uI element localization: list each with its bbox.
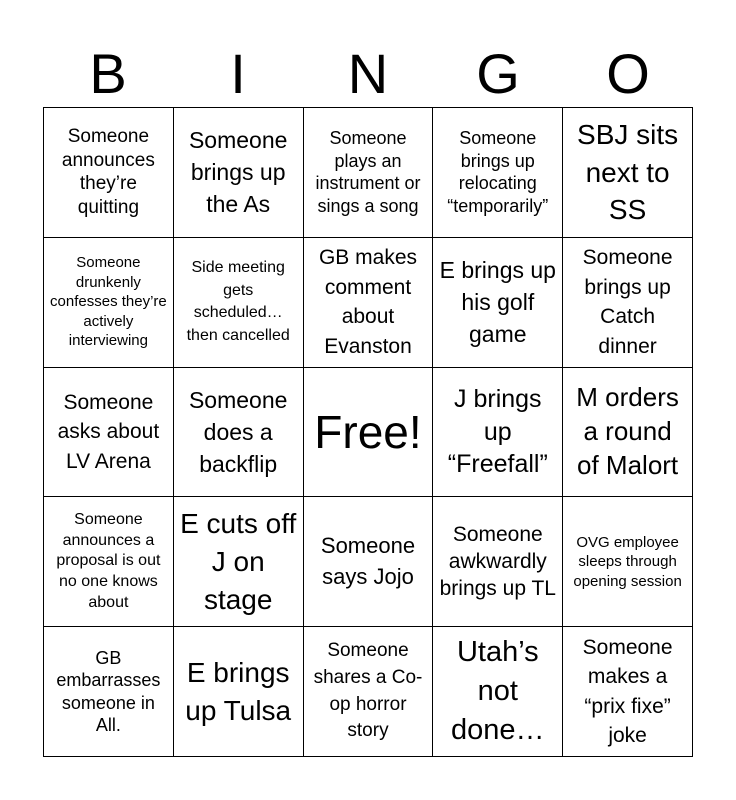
bingo-cell[interactable] [174,497,304,627]
cell-text: Side meeting gets scheduled… then cancelled [186,259,290,344]
bingo-cell[interactable] [433,368,563,498]
cell-text: E brings up his golf game [439,256,556,348]
cell-text: GB embarrasses someone in All. [56,647,161,736]
cell-text: Someone announces a proposal is out no one knows about [56,510,161,611]
cell-text: OVG employee sleeps through opening session [573,533,682,590]
header-letter-o: O [606,42,650,105]
cell-text: SBJ sits next to SS [577,118,679,226]
cell-text: Someone does a backflip [188,386,288,478]
cell-text: E cuts off J on stage [180,508,297,615]
bingo-cell[interactable] [174,108,304,238]
header-letter-n: N [347,42,389,105]
cell-text: Someone brings up Catch dinner [582,246,673,358]
bingo-cell[interactable] [174,238,304,368]
header-letter-g: G [476,42,520,105]
cell-text: Someone drunkenly confesses they’re actively interviewing [50,254,167,350]
cell-text: Someone makes a “prix fixe” joke [582,635,673,747]
bingo-cell[interactable] [44,238,174,368]
bingo-cell[interactable] [44,368,174,498]
free-space-label: Free! [314,405,422,458]
cell-text: M orders a round of Malort [576,382,679,480]
header-letter-b: B [89,42,127,105]
bingo-cell[interactable] [563,238,693,368]
bingo-cell[interactable] [433,627,563,757]
cell-text: Someone asks about LV Arena [57,390,160,473]
bingo-cell[interactable] [563,368,693,498]
bingo-header [43,40,693,108]
bingo-cell[interactable] [44,497,174,627]
bingo-cell[interactable] [304,497,434,627]
free-space-cell[interactable] [304,368,434,498]
bingo-cell[interactable] [44,108,174,238]
bingo-cell[interactable] [433,238,563,368]
cell-text: Someone announces they’re quitting [61,125,155,219]
cell-text: J brings up “Freefall” [447,385,548,479]
header-letter-i: I [230,42,246,105]
bingo-cell[interactable] [304,108,434,238]
bingo-cell[interactable] [304,627,434,757]
cell-text: Someone plays an instrument or sings a song [315,128,421,216]
bingo-cell[interactable] [304,238,434,368]
cell-text: E brings up Tulsa [185,656,292,726]
cell-text: Someone says Jojo [320,532,416,589]
bingo-card [43,107,693,757]
cell-text: Utah’s not done… [451,635,545,747]
cell-text: Someone brings up the As [188,127,288,218]
bingo-cell[interactable] [433,497,563,627]
bingo-cell[interactable] [563,497,693,627]
cell-text: Someone awkwardly brings up TL [439,522,556,601]
bingo-cell[interactable] [44,627,174,757]
cell-text: Someone shares a Co-op horror story [313,640,423,742]
bingo-cell[interactable] [174,627,304,757]
bingo-cell[interactable] [433,108,563,238]
cell-text: Someone brings up relocating “temporarily” [447,128,549,216]
bingo-cell[interactable] [563,108,693,238]
cell-text: GB makes comment about Evanston [318,246,417,358]
bingo-cell[interactable] [174,368,304,498]
bingo-cell[interactable] [563,627,693,757]
